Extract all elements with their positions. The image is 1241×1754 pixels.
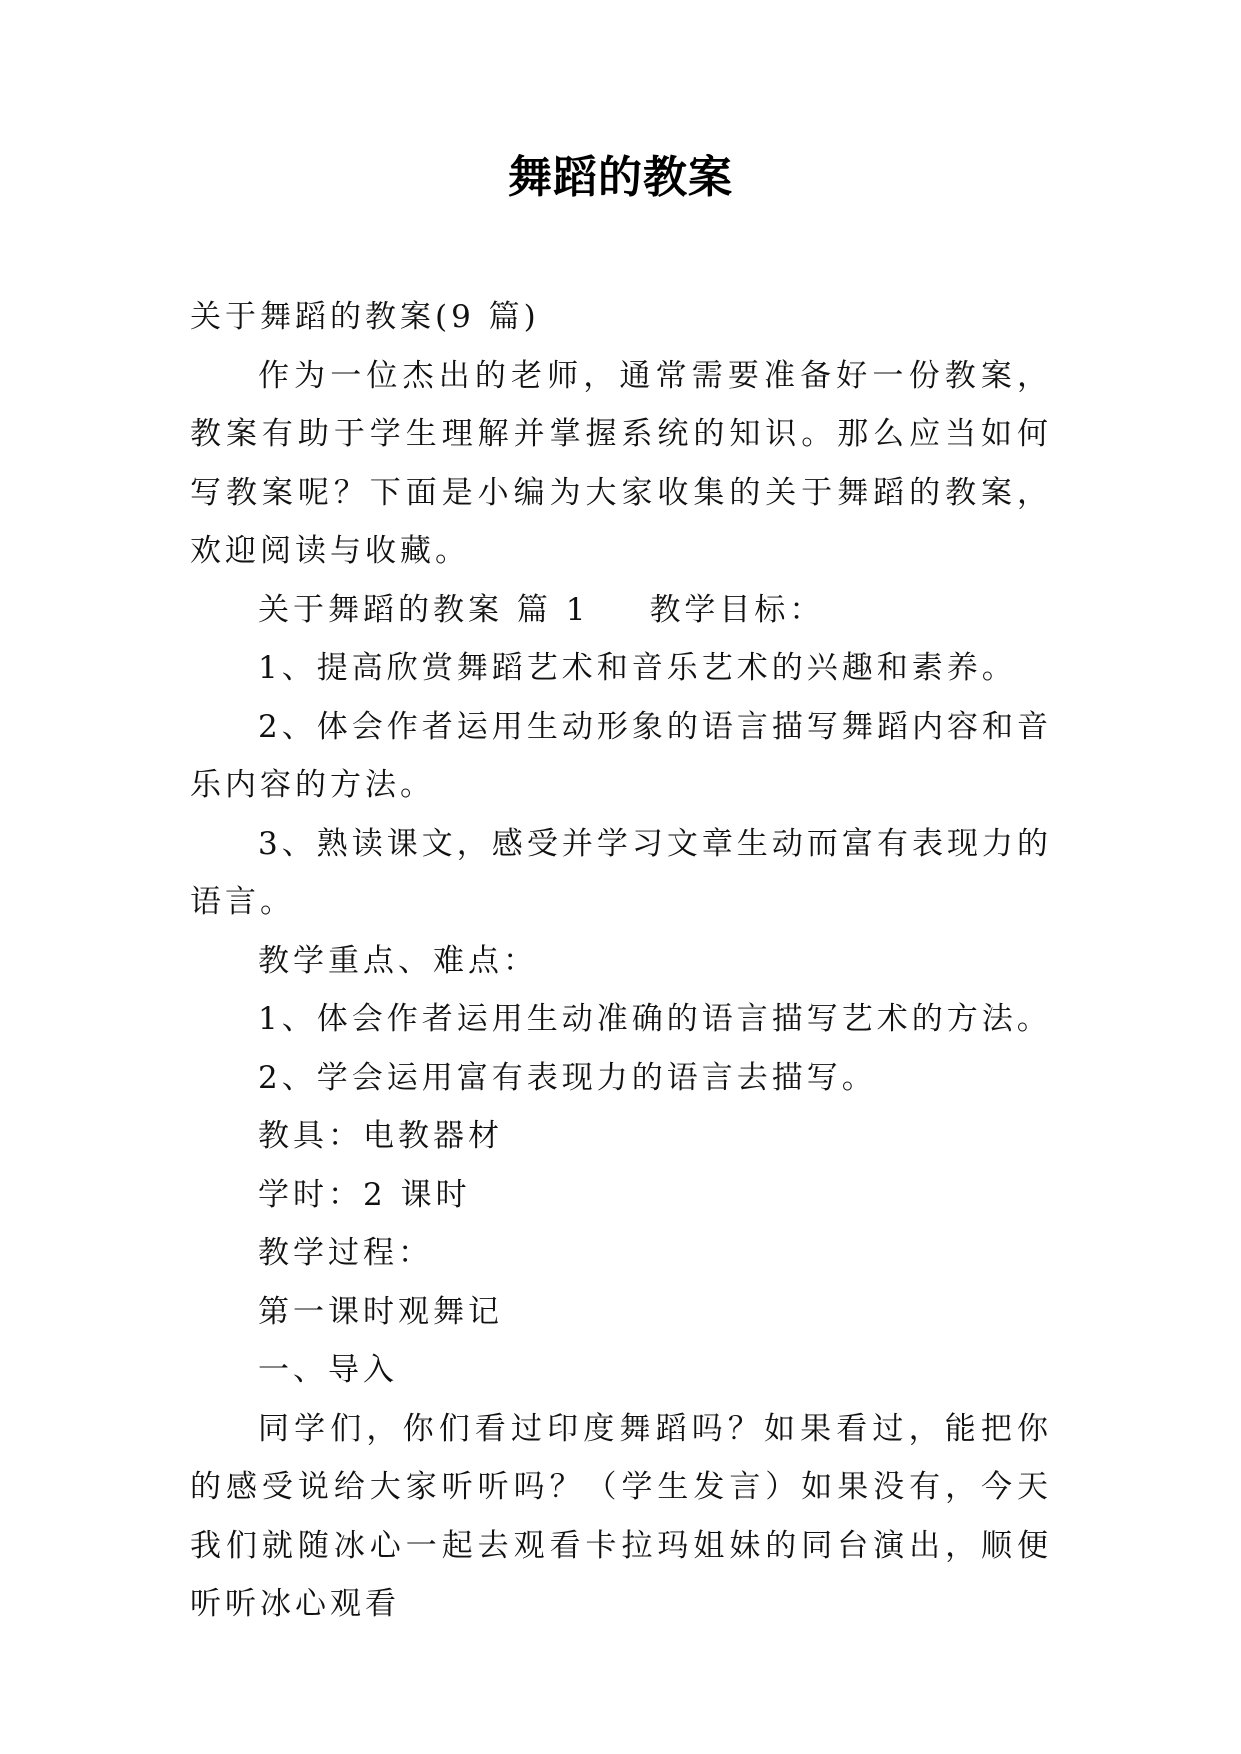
hours-line: 学时：2 课时: [258, 1176, 471, 1213]
document-subtitle: 关于舞蹈的教案(9 篇): [190, 299, 540, 335]
key-point-item-2: 2、学会运用富有表现力的语言去描写。: [258, 1059, 877, 1096]
section-heading: [190, 581, 1052, 640]
document-title: 舞蹈的教案: [508, 152, 733, 203]
step-paragraph: 同学们，你们看过印度舞蹈吗？如果看过，能把你的感受说给大家听听吗？（学生发言）如果没有，今天我们就随冰心一起去观看卡拉玛姐妹的同台演出，顺便听听冰心观看: [190, 1410, 1052, 1622]
goal-item-1: 1、提高欣赏舞蹈艺术和音乐艺术的兴趣和素养。: [258, 650, 1017, 686]
lesson-title: 第一课时观舞记: [258, 1293, 503, 1330]
goals-label: 教学目标：: [649, 591, 825, 628]
intro-paragraph: 作为一位杰出的老师，通常需要准备好一份教案，教案有助于学生理解并掌握系统的知识。那么应当如何写教案呢？下面是小编为大家收集的关于舞蹈的教案，欢迎阅读与收藏。: [190, 357, 1052, 569]
goal-item-3: 3、熟读课文，感受并学习文章生动而富有表现力的语言。: [190, 825, 1052, 920]
key-point-item-1: 1、体会作者运用生动准确的语言描写艺术的方法。: [258, 1001, 1052, 1037]
key-points-label: 教学重点、难点：: [258, 942, 538, 979]
document-body: [190, 288, 1052, 1634]
process-label: 教学过程：: [258, 1235, 433, 1271]
goal-item-2: 2、体会作者运用生动形象的语言描写舞蹈内容和音乐内容的方法。: [190, 708, 1052, 803]
section-label: 关于舞蹈的教案 篇 1: [258, 591, 590, 628]
tools-line: 教具：电教器材: [258, 1118, 503, 1154]
step-label: 一、导入: [258, 1352, 398, 1388]
